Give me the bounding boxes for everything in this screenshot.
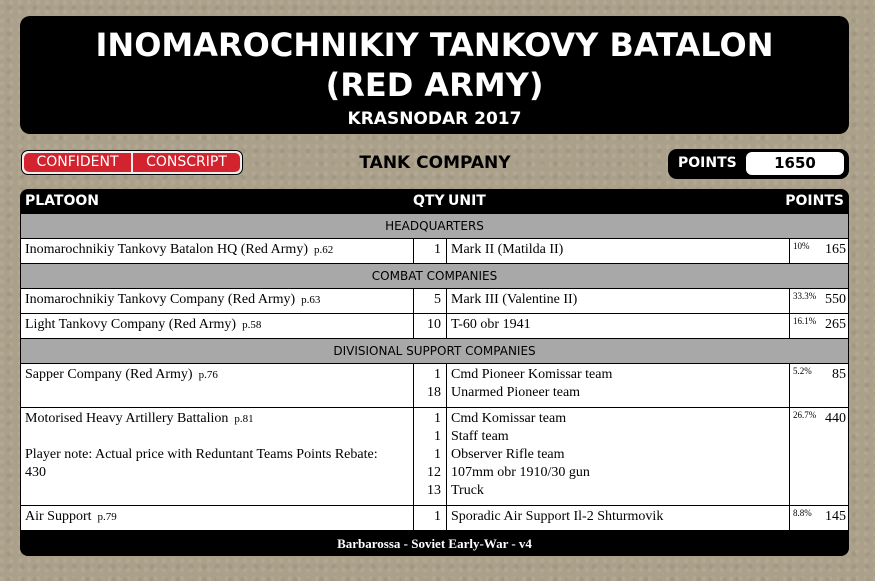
unit-name: Sporadic Air Support Il-2 Shturmovik <box>451 509 664 524</box>
qty-value: 13 <box>427 483 441 498</box>
unit-name: 107mm obr 1910/30 gun <box>451 465 590 480</box>
page-ref: p.58 <box>242 319 262 331</box>
section-header: DIVISIONAL SUPPORT COMPANIES <box>21 339 848 363</box>
row-points: 440 <box>825 411 846 426</box>
unit-name: Mark II (Matilda II) <box>451 242 564 257</box>
footer-text: Barbarossa - Soviet Early-War - v4 <box>337 536 532 551</box>
page-ref: p.63 <box>301 294 321 306</box>
points-percent: 33.3% <box>793 291 817 301</box>
army-subtitle: KRASNODAR 2017 <box>347 109 522 129</box>
unit-name: Mark III (Valentine II) <box>451 292 578 307</box>
qty-value: 1 <box>434 411 441 426</box>
table-row <box>20 407 849 505</box>
page-ref: p.79 <box>97 511 117 523</box>
table-row <box>20 313 849 338</box>
unit-name: Unarmed Pioneer team <box>451 385 581 400</box>
table-header <box>20 189 849 213</box>
qty-value: 1 <box>434 509 441 524</box>
roster-table <box>20 189 849 556</box>
table-row <box>20 363 849 407</box>
platoon-name: Inomarochnikiy Tankovy Company (Red Army) <box>25 292 296 307</box>
qty-value: 1 <box>434 429 441 444</box>
unit-name: Staff team <box>451 429 509 444</box>
platoon-name: Inomarochnikiy Tankovy Batalon HQ (Red Army) <box>25 242 308 257</box>
section-header: COMBAT COMPANIES <box>21 264 848 288</box>
player-note: Player note: Actual price with Reduntant Teams Points Rebate: 430 <box>25 447 378 480</box>
qty-value: 1 <box>434 367 441 382</box>
platoon-name: Air Support <box>25 509 92 524</box>
points-percent: 8.8% <box>793 508 812 518</box>
row-points: 550 <box>825 292 846 307</box>
header-points: POINTS <box>785 193 844 209</box>
row-points: 85 <box>832 367 846 382</box>
points-value: 1650 <box>746 152 844 175</box>
table-row <box>20 505 849 530</box>
table-row <box>20 288 849 313</box>
rating-badge <box>21 150 243 175</box>
qty-value: 5 <box>434 292 441 307</box>
army-title: INOMAROCHNIKIY TANKOVY BATALON (RED ARMY) <box>95 26 774 104</box>
qty-value: 12 <box>427 465 441 480</box>
platoon-name: Sapper Company (Red Army) <box>25 367 193 382</box>
rating-skill: CONSCRIPT <box>131 153 240 172</box>
platoon-name: Light Tankovy Company (Red Army) <box>25 317 237 332</box>
table-row <box>20 238 849 263</box>
qty-value: 1 <box>434 447 441 462</box>
qty-value: 1 <box>434 242 441 257</box>
page-ref: p.76 <box>198 369 218 381</box>
row-points: 265 <box>825 317 846 332</box>
unit-name: T-60 obr 1941 <box>451 317 531 332</box>
title-banner <box>20 16 849 134</box>
company-type: TANK COMPANY <box>359 153 511 173</box>
section-header: HEADQUARTERS <box>21 214 848 238</box>
points-label: POINTS <box>678 155 737 171</box>
platoon-name: Motorised Heavy Artillery Battalion <box>25 411 229 426</box>
points-percent: 16.1% <box>793 316 817 326</box>
rating-motivation: CONFIDENT <box>36 154 119 170</box>
qty-value: 10 <box>427 317 441 332</box>
header-qty: QTY <box>413 193 445 209</box>
page-ref: p.62 <box>314 244 334 256</box>
unit-name: Observer Rifle team <box>451 447 565 462</box>
unit-name: Truck <box>451 483 484 498</box>
points-percent: 26.7% <box>793 410 817 420</box>
points-percent: 10% <box>793 241 810 251</box>
header-platoon: PLATOON <box>25 193 99 209</box>
qty-value: 18 <box>427 385 441 400</box>
unit-name: Cmd Pioneer Komissar team <box>451 367 613 382</box>
page-ref: p.81 <box>234 413 254 425</box>
row-points: 165 <box>825 242 846 257</box>
row-points: 145 <box>825 509 846 524</box>
points-percent: 5.2% <box>793 366 812 376</box>
points-box <box>668 149 849 179</box>
header-unit: UNIT <box>448 193 486 209</box>
unit-name: Cmd Komissar team <box>451 411 567 426</box>
